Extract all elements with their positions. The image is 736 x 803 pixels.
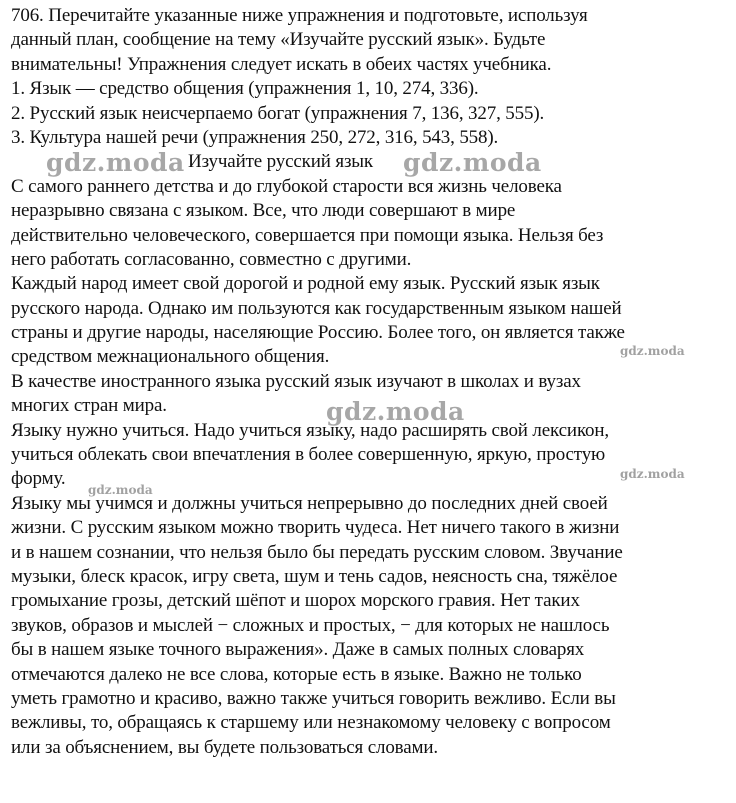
essay-line: учиться облекать свои впечатления в более совершенную, яркую, простую	[11, 444, 606, 466]
essay-line: русского народа. Однако им пользуются как государственным языком нашей	[11, 297, 622, 319]
task-statement	[11, 4, 731, 77]
essay-line: Каждый народ имеет свой дорогой и родной ему язык. Русский язык язык	[11, 273, 600, 295]
essay-line: Языку нужно учиться. Надо учиться языку, надо расширять свой лексикон,	[11, 419, 610, 441]
essay-line: бы в нашем языке точного выражения». Даже в самых полных словарях	[11, 639, 585, 661]
essay-line: Языку мы учимся и должны учиться непрерывно до последних дней своей	[11, 492, 608, 514]
essay-body	[11, 175, 731, 760]
task-line: данный план, сообщение на тему «Изучайте русский язык». Будьте	[11, 29, 546, 51]
watermark: gdz.moda	[46, 148, 185, 177]
essay-line: звуков, образов и мыслей − сложных и простых, − для которых не нашлось	[11, 614, 610, 636]
watermark: gdz.moda	[620, 467, 685, 481]
essay-line: уметь грамотно и красиво, важно также учиться говорить вежливо. Если вы	[11, 687, 616, 709]
essay-line: вежливы, то, обращаясь к старшему или незнакомому человеку с вопросом	[11, 712, 611, 734]
plan-list	[11, 77, 731, 150]
task-line: 706. Перечитайте указанные ниже упражнения и подготовьте, используя	[11, 5, 588, 26]
essay-line: форму.	[11, 468, 66, 490]
essay-title: Изучайте русский язык	[188, 151, 373, 173]
essay-line: многих стран мира.	[11, 395, 167, 417]
watermark: gdz.moda	[403, 148, 542, 177]
essay-line: неразрывно связана с языком. Все, что люди совершают в мире	[11, 200, 516, 222]
essay-title-row	[11, 150, 731, 174]
watermark: gdz.moda	[88, 483, 153, 497]
essay-line: него работать согласованно, совместно с другими.	[11, 248, 412, 270]
essay-line: и в нашем сознании, что нельзя было бы передать русским словом. Звучание	[11, 541, 623, 563]
essay-line: отмечаются далеко не все слова, которые есть в языке. Важно не только	[11, 663, 582, 685]
essay-line: или за объяснением, вы будете пользоваться словами.	[11, 736, 439, 758]
task-line: внимательны! Упражнения следует искать в обеих частях учебника.	[11, 53, 552, 75]
essay-line: средством межнационального общения.	[11, 346, 330, 368]
essay-line: В качестве иностранного языка русский язык изучают в школах и вузах	[11, 370, 581, 392]
essay-line: действительно человеческого, совершается при помощи языка. Нельзя без	[11, 224, 604, 246]
watermark: gdz.moda	[620, 344, 685, 358]
essay-line: громыхание грозы, детский шёпот и шорох морского гравия. Нет таких	[11, 590, 580, 612]
essay-line: жизни. С русским языком можно творить чудеса. Нет ничего такого в жизни	[11, 517, 620, 539]
plan-item: 3. Культура нашей речи (упражнения 250, 272, 316, 543, 558).	[11, 126, 499, 148]
document-page	[11, 4, 731, 760]
plan-item: 1. Язык — средство общения (упражнения 1, 10, 274, 336).	[11, 78, 479, 100]
essay-line: музыки, блеск красок, игру света, шум и тень садов, неясность сна, тяжёлое	[11, 565, 618, 587]
essay-line: страны и другие народы, населяющие Россию. Более того, он является также	[11, 322, 625, 344]
watermark: gdz.moda	[326, 397, 465, 426]
essay-line: С самого раннего детства и до глубокой старости вся жизнь человека	[11, 175, 562, 197]
plan-item: 2. Русский язык неисчерпаемо богат (упражнения 7, 136, 327, 555).	[11, 102, 545, 124]
